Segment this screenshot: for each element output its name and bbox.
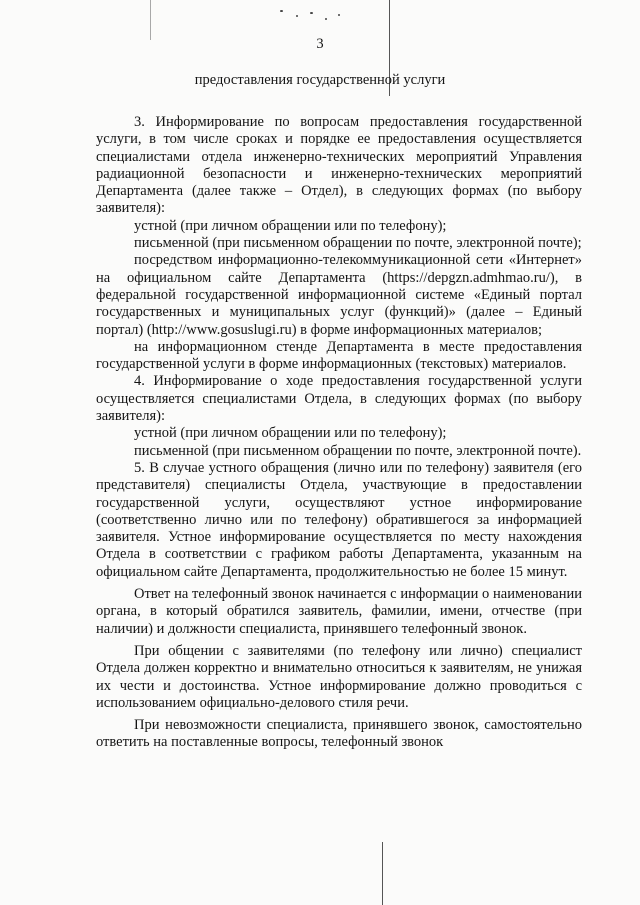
- section-heading: предоставления государственной услуги: [194, 72, 446, 88]
- paragraph-internet-form: посредством информационно-телекоммуникационной сети «Интернет» на официальном сайте Департамента (https://depgzn.admhmao.ru/), в федеральной государственной информационной системе «Единый портал государственных и муниципальных услуг (функций)» (далее – Единый портал) (http://www.gosuslugi.ru) в форме информационных материалов;: [96, 252, 582, 338]
- paragraph-written-form: письменной (при письменном обращении по почте, электронной почте);: [134, 235, 582, 252]
- document-body: [96, 114, 582, 752]
- paragraph-oral-form: устной (при личном обращении или по телефону);: [134, 217, 447, 234]
- scan-speck: [280, 10, 283, 12]
- paragraph-phone-answer: Ответ на телефонный звонок начинается с информации о наименовании органа, в который обратился заявитель, фамилии, имени, отчестве (при наличии) и должности специалиста, принявшего телефонный звонок.: [96, 586, 582, 637]
- scan-speck: [310, 12, 313, 14]
- paragraph-3: 3. Информирование по вопросам предоставления государственной услуги, в том числе сроках и порядке ее предоставления осуществляется специалистами отдела инженерно-технических мероприятий Управления радиационной безопасности и инженерно-технических мероприятий Департамента (далее также – Отдел), в следующих формах (по выбору заявителя):: [96, 114, 582, 217]
- paragraph-stand-form: на информационном стенде Департамента в месте предоставления государственной услуги в форме информационных (текстовых) материалов.: [96, 338, 582, 373]
- scan-speck: [338, 14, 340, 16]
- paragraph-4: 4. Информирование о ходе предоставления государственной услуги осуществляется специалистами Отдела, в следующих формах (по выбору заявителя):: [96, 373, 582, 425]
- paragraph-oral-form-2: устной (при личном обращении или по телефону);: [134, 425, 447, 442]
- scan-fold-line-bottom: [382, 842, 383, 905]
- page-number: 3: [316, 36, 324, 52]
- scan-speck: [325, 18, 327, 20]
- paragraph-5: 5. В случае устного обращения (лично или по телефону) заявителя (его представителя) специалисты Отдела, участвующие в предоставлении государственной услуги, осуществляют устное информирование (соответственно лично или по телефону) обратившегося за информацией заявителя. Устное информирование осуществляется по месту нахождения Отдела в соответствии с графиком работы Департамента, указанным на официальном сайте Департамента, продолжительностью не более 15 минут.: [96, 459, 582, 580]
- scan-speck: [296, 15, 298, 17]
- scan-edge-mark: [150, 0, 151, 40]
- paragraph-unable-to-answer: При невозможности специалиста, принявшего звонок, самостоятельно ответить на поставленные вопросы, телефонный звонок: [96, 717, 582, 751]
- paragraph-written-form-2: письменной (при письменном обращении по почте, электронной почте).: [134, 442, 582, 459]
- paragraph-communication: При общении с заявителями (по телефону или лично) специалист Отдела должен корректно и внимательно относиться к заявителям, не унижая их чести и достоинства. Устное информирование должно проводиться с использованием официально-делового стиля речи.: [96, 642, 582, 711]
